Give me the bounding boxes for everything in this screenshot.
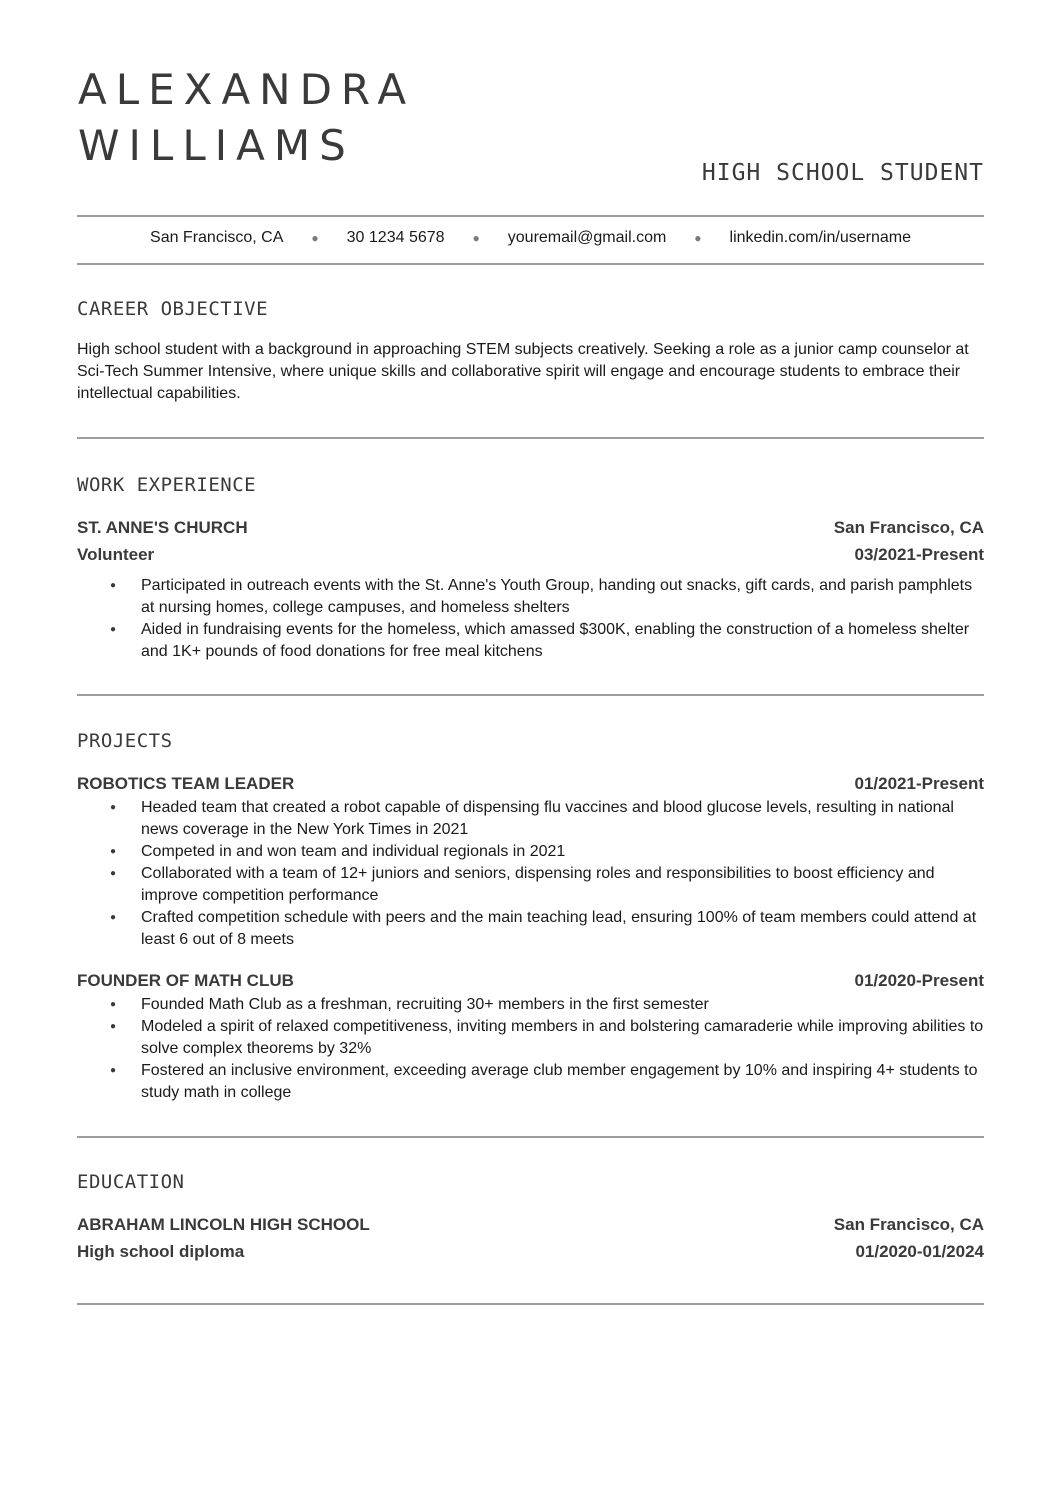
contact-phone: 30 1234 5678 bbox=[346, 229, 445, 246]
list-item: ● Crafted competition schedule with peers and the main teaching lead, ensuring 100% of team members could attend at least 6 out of 8 meets bbox=[77, 907, 984, 951]
work-entry-subheader bbox=[77, 544, 984, 566]
list-item: ● Participated in outreach events with the St. Anne's Youth Group, handing out snacks, gift cards, and parish pamphlets at nursing homes, college campuses, and homeless shelters bbox=[77, 575, 984, 619]
list-item: ● Headed team that created a robot capable of dispensing flu vaccines and blood glucose levels, resulting in national news coverage in the New York Times in 2021 bbox=[77, 797, 984, 841]
project-header bbox=[77, 970, 984, 992]
list-item: ● Founded Math Club as a freshman, recruiting 30+ members in the first semester bbox=[77, 994, 984, 1016]
education-degree: High school diploma bbox=[77, 1242, 245, 1261]
divider bbox=[77, 263, 984, 265]
objective-text: High school student with a background in approaching STEM subjects creatively. Seeking a role as a junior camp counselor at Sci-Tech Summer Intensive, where unique skills and collaborative spirit will engage and encourage students to embrace their intellectual capabilities. bbox=[77, 341, 969, 402]
list-item: ● Aided in fundraising events for the homeless, which amassed $300K, enabling the construction of a homeless shelter and 1K+ pounds of food donations for free meal kitchens bbox=[77, 619, 984, 663]
project-name: ROBOTICS TEAM LEADER bbox=[77, 774, 295, 793]
section-title-education: EDUCATION bbox=[77, 1171, 185, 1193]
section-title-work: WORK EXPERIENCE bbox=[77, 474, 257, 496]
job-title: HIGH SCHOOL STUDENT bbox=[701, 160, 984, 186]
divider bbox=[77, 215, 984, 217]
contact-email[interactable]: youremail@gmail.com bbox=[507, 229, 667, 246]
name-last: WILLIAMS bbox=[78, 121, 355, 170]
project-name: FOUNDER OF MATH CLUB bbox=[77, 971, 294, 990]
project-header bbox=[77, 773, 984, 795]
education-location: San Francisco, CA bbox=[833, 1215, 984, 1234]
divider bbox=[77, 437, 984, 439]
list-item: ● Collaborated with a team of 12+ juniors and seniors, dispensing roles and responsibilities to boost efficiency and improve competition performance bbox=[77, 863, 984, 907]
contact-bar bbox=[77, 226, 984, 250]
work-organization: ST. ANNE'S CHURCH bbox=[77, 518, 248, 537]
project-dates: 01/2020-Present bbox=[854, 971, 984, 990]
list-item: ● Modeled a spirit of relaxed competitiveness, inviting members in and bolstering camaraderie while improving abilities to solve complex theorems by 32% bbox=[77, 1016, 984, 1060]
divider bbox=[77, 1303, 984, 1305]
divider bbox=[77, 694, 984, 696]
section-title-objective: CAREER OBJECTIVE bbox=[77, 298, 269, 320]
project-bullets bbox=[77, 994, 984, 1104]
education-header bbox=[77, 1214, 984, 1236]
separator-dot: ● bbox=[472, 231, 480, 245]
contact-linkedin[interactable]: linkedin.com/in/username bbox=[729, 229, 911, 246]
project-dates: 01/2021-Present bbox=[854, 774, 984, 793]
divider bbox=[77, 1136, 984, 1138]
contact-location: San Francisco, CA bbox=[150, 229, 284, 246]
name-first: ALEXANDRA bbox=[78, 65, 416, 114]
list-item: ● Fostered an inclusive environment, exceeding average club member engagement by 10% and inspiring 4+ students to study math in college bbox=[77, 1060, 984, 1104]
work-bullets bbox=[77, 575, 984, 663]
section-title-projects: PROJECTS bbox=[77, 730, 173, 752]
list-item: ● Competed in and won team and individual regionals in 2021 bbox=[77, 841, 984, 863]
education-subheader bbox=[77, 1241, 984, 1263]
work-entry-header bbox=[77, 517, 984, 539]
education-school: ABRAHAM LINCOLN HIGH SCHOOL bbox=[77, 1215, 370, 1234]
work-dates: 03/2021-Present bbox=[854, 545, 984, 564]
candidate-name bbox=[78, 62, 415, 174]
work-position: Volunteer bbox=[77, 545, 155, 564]
separator-dot: ● bbox=[694, 231, 702, 245]
project-bullets bbox=[77, 797, 984, 951]
work-location: San Francisco, CA bbox=[833, 518, 984, 537]
separator-dot: ● bbox=[311, 231, 319, 245]
education-dates: 01/2020-01/2024 bbox=[855, 1242, 984, 1261]
